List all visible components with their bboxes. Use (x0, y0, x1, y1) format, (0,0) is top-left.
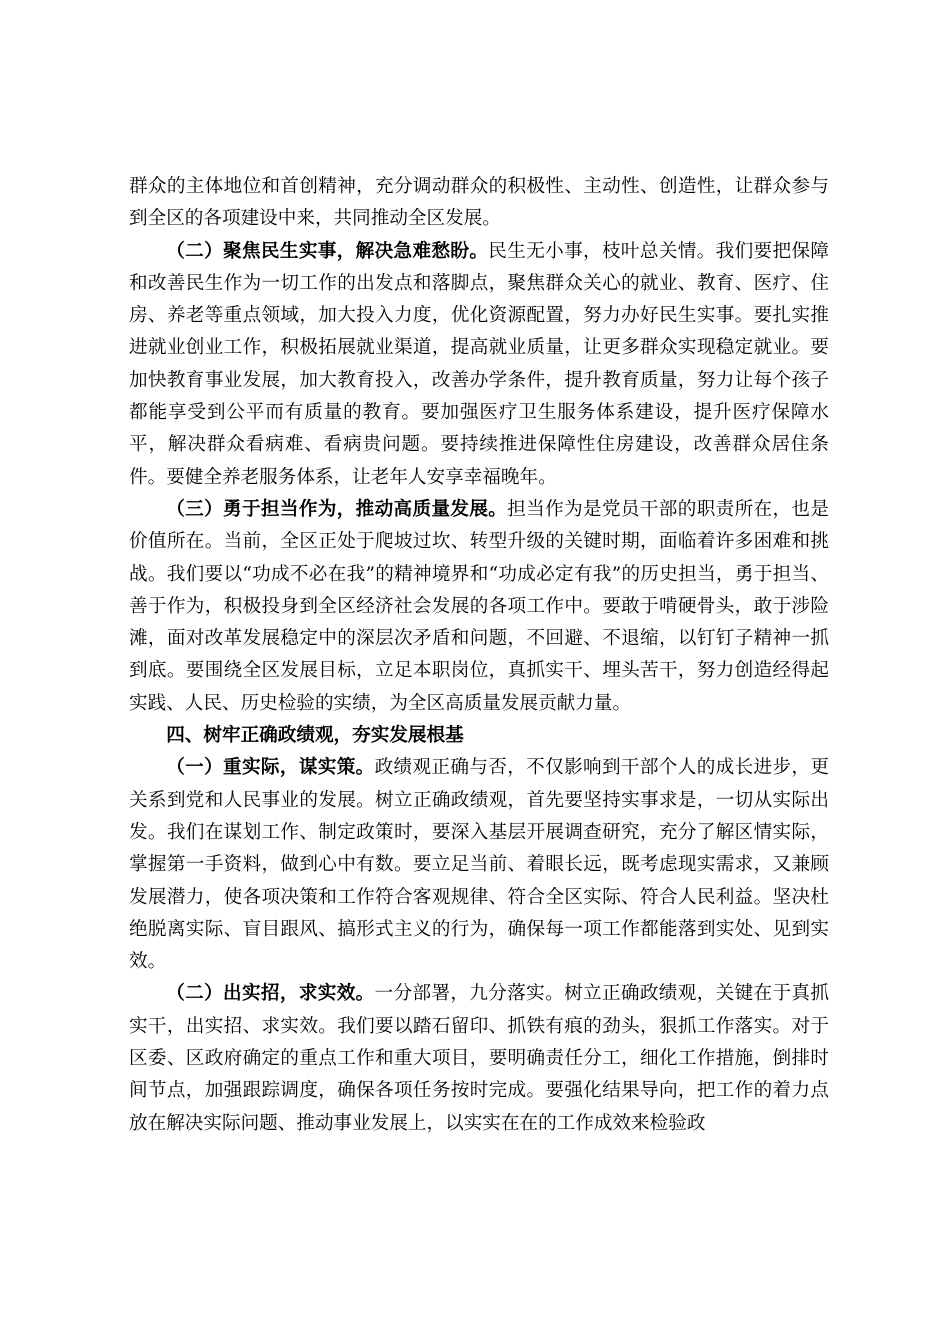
paragraph-3 (129, 494, 829, 720)
paragraph-3-text: 担当作为是党员干部的职责所在，也是价值所在。当前，全区正处于爬坡过坎、转型升级的关键时期，面临着许多困难和挑战。我们要以“功成不必在我”的精神境界和“功成必定有我”的历史担当，勇于担当、善于作为，积极投身到全区经济社会发展的各项工作中。要敢于啃硬骨头，敢于涉险滩，面对改革发展稳定中的深层次矛盾和问题，不回避、不退缩，以钉钉子精神一抓到底。要围绕全区发展目标，立足本职岗位，真抓实干、埋头苦干，努力创造经得起实践、人民、历史检验的实绩，为全区高质量发展贡献力量。 (129, 498, 829, 714)
paragraph-5-heading: （一）重实际，谋实策。 (166, 757, 375, 779)
paragraph-6-text: 一分部署，九分落实。树立正确政绩观，关键在于真抓实干，出实招、求实效。我们要以踏石留印、抓铁有痕的劲头，狠抓工作落实。对于区委、区政府确定的重点工作和重大项目，要明确责任分工，细化工作措施，倒排时间节点，加强跟踪调度，确保各项任务按时完成。要强化结果导向，把工作的着力点放在解决实际问题、推动事业发展上，以实实在在的工作成效来检验政 (129, 983, 829, 1134)
paragraph-5-text: 政绩观正确与否，不仅影响到干部个人的成长进步，更关系到党和人民事业的发展。树立正确政绩观，首先要坚持实事求是，一切从实际出发。我们在谋划工作、制定政策时，要深入基层开展调查研究，充分了解区情实际，掌握第一手资料，做到心中有数。要立足当前、着眼长远，既考虑现实需求，又兼顾发展潜力，使各项决策和工作符合客观规律、符合全区实际、符合人民利益。坚决杜绝脱离实际、盲目跟风、搞形式主义的行为，确保每一项工作都能落到实处、见到实效。 (129, 757, 829, 973)
paragraph-5 (129, 752, 829, 978)
paragraph-1 (129, 171, 829, 236)
section-heading-4-text: 四、树牢正确政绩观，夯实发展根基 (166, 725, 464, 747)
paragraph-3-heading: （三）勇于担当作为，推动高质量发展。 (166, 498, 508, 520)
paragraph-2 (129, 236, 829, 494)
paragraph-2-text: 民生无小事，枝叶总关情。我们要把保障和改善民生作为一切工作的出发点和落脚点，聚焦群众关心的就业、教育、医疗、住房、养老等重点领域，加大投入力度，优化资源配置，努力办好民生实事。要扎实推进就业创业工作，积极拓展就业渠道，提高就业质量，让更多群众实现稳定就业。要加快教育事业发展，加大教育投入，改善办学条件，提升教育质量，努力让每个孩子都能享受到公平而有质量的教育。要加强医疗卫生服务体系建设，提升医疗保障水平，解决群众看病难、看病贵问题。要持续推进保障性住房建设，改善群众居住条件。要健全养老服务体系，让老年人安享幸福晚年。 (129, 240, 829, 488)
paragraph-6 (129, 978, 829, 1139)
paragraph-1-text: 群众的主体地位和首创精神，充分调动群众的积极性、主动性、创造性，让群众参与到全区的各项建设中来，共同推动全区发展。 (129, 176, 829, 230)
paragraph-6-heading: （二）出实招，求实效。 (166, 983, 375, 1005)
document-body (129, 171, 829, 1140)
section-heading-4 (129, 720, 829, 752)
paragraph-2-heading: （二）聚焦民生实事，解决急难愁盼。 (166, 240, 489, 262)
